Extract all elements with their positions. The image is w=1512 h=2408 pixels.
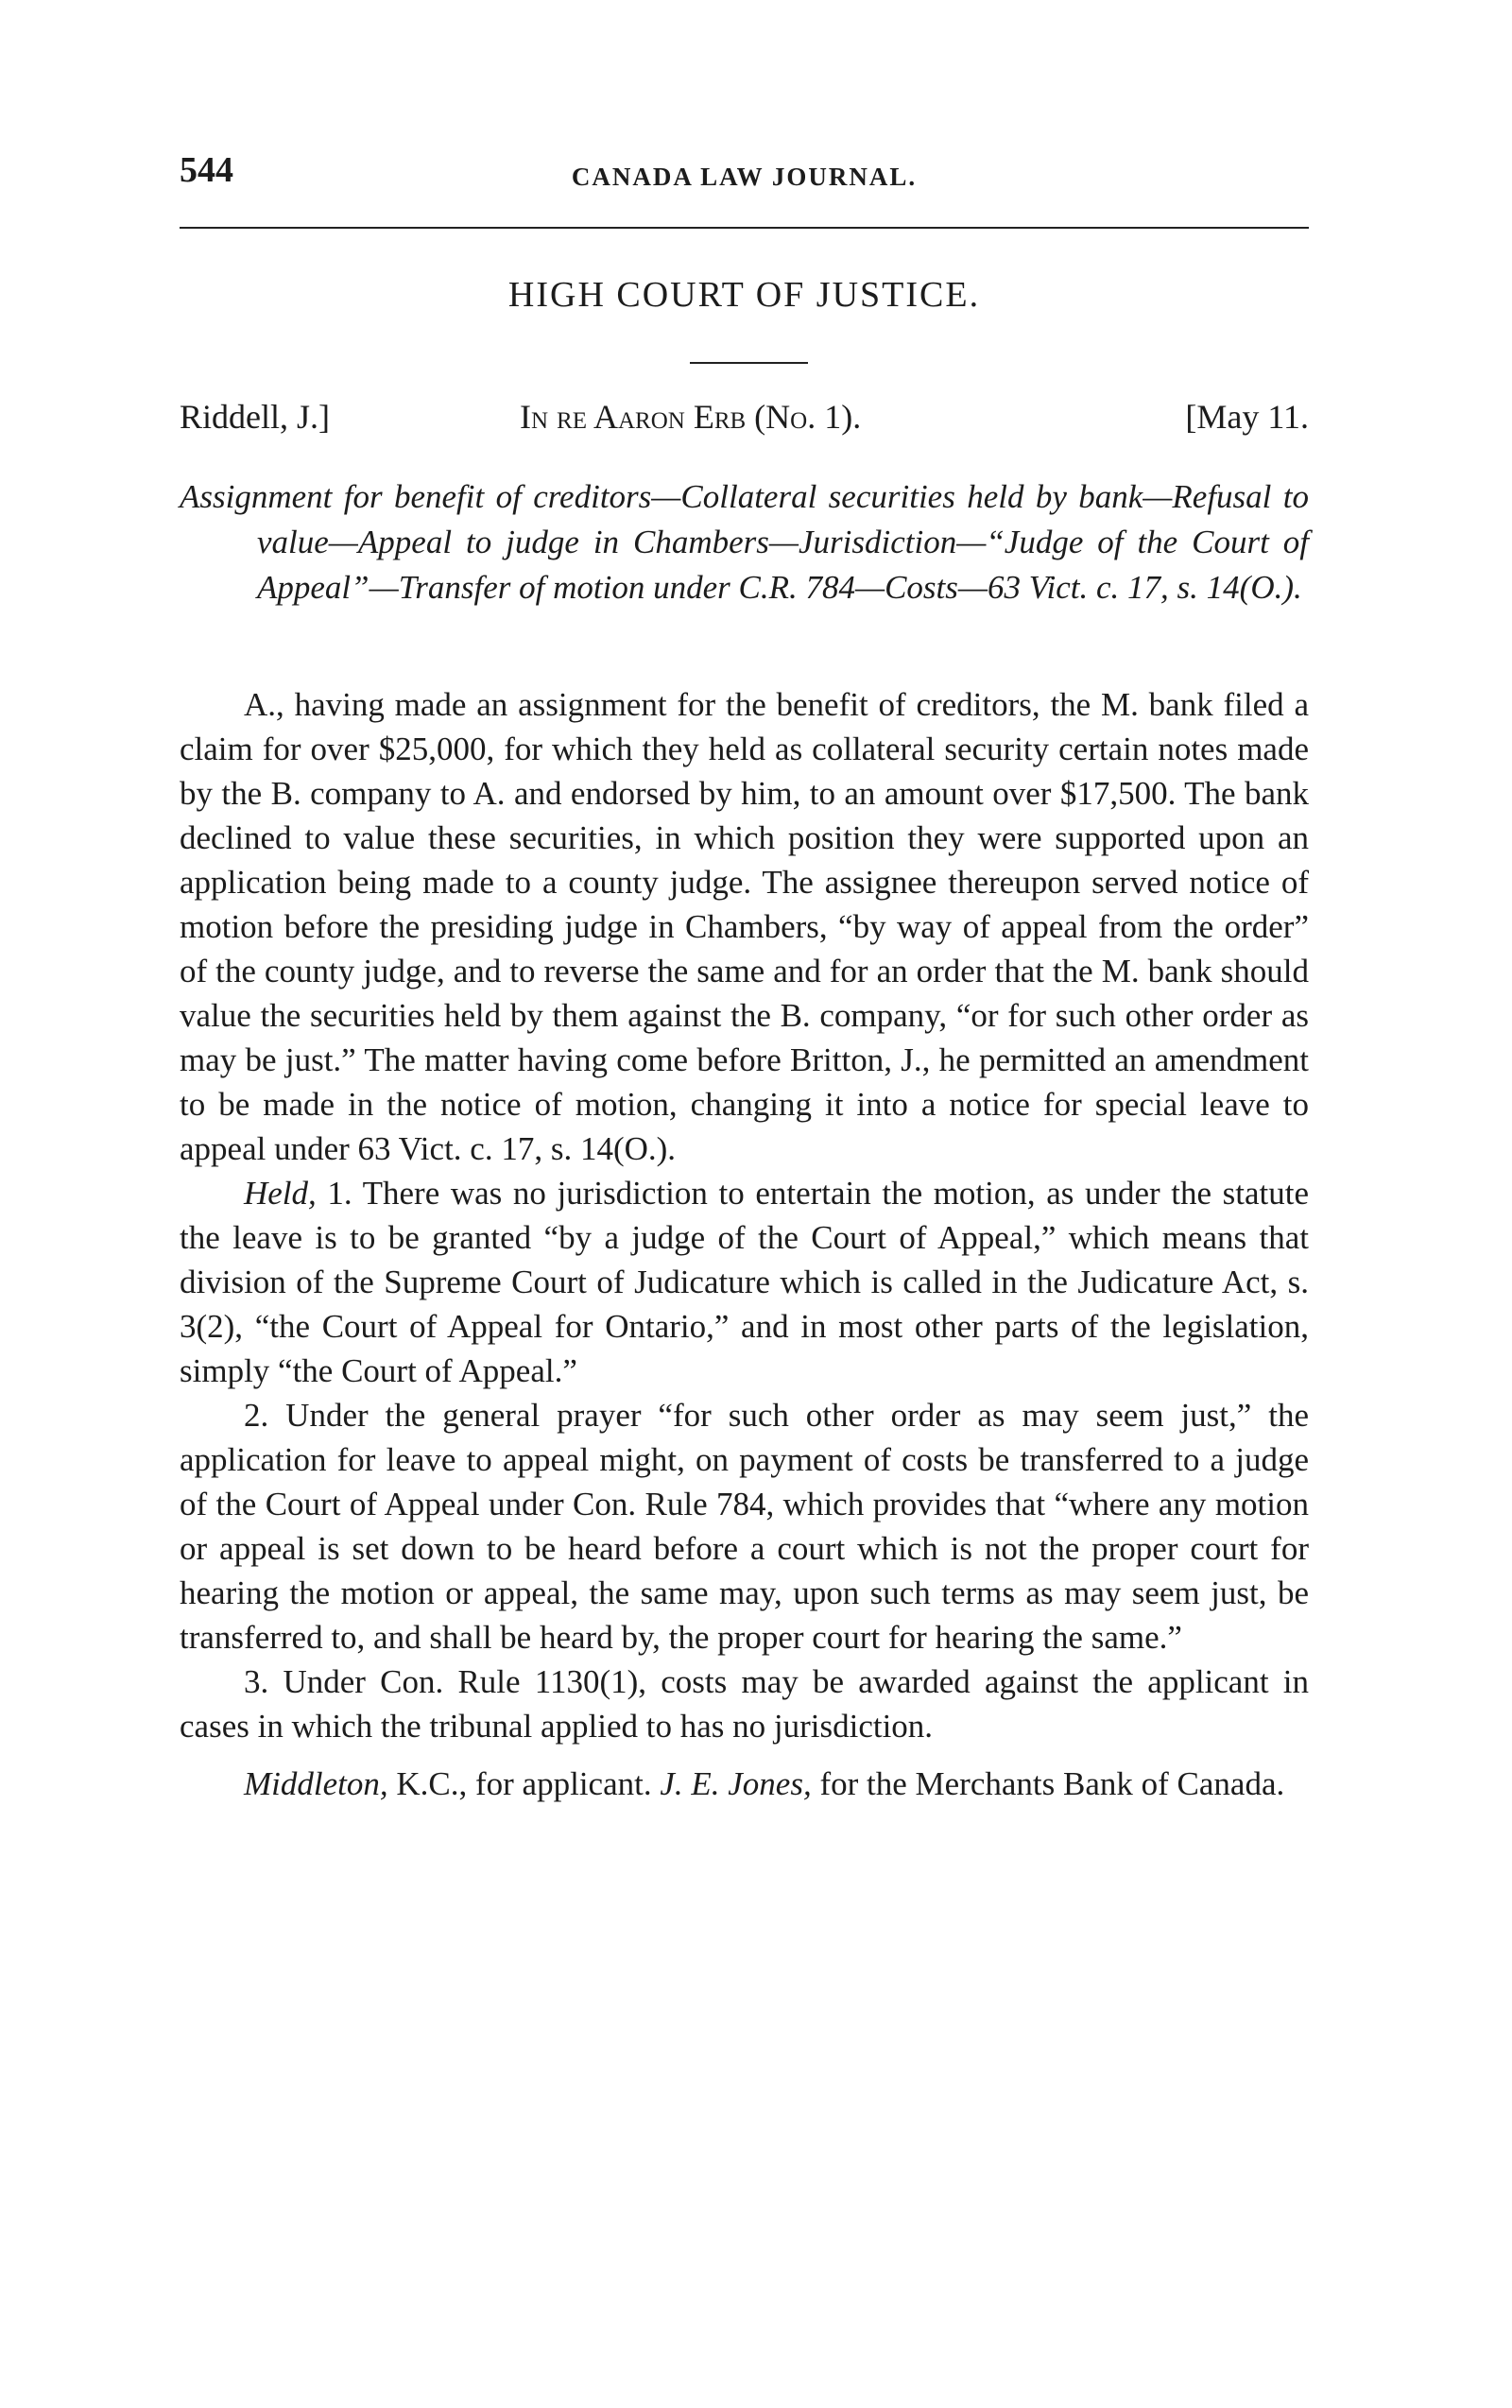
applicant-counsel-role: K.C., for applicant.	[396, 1765, 652, 1802]
held-1-text: 1. There was no jurisdiction to entertain the motion, as under the statute the leave is to be granted “by a judge of the Court of Appeal,” which means that division of the Supreme Court of Judicature which is called in the Judicature Act, s. 3(2), “the Court of Appeal for Ontario,” and in most other parts of the legislation, simply “the Court of Appeal.”	[180, 1175, 1310, 1389]
facts-paragraph: A., having made an assignment for the benefit of creditors, the M. bank filed a claim for over $25,000, for which they held as collateral security certain notes made by the B. company to A. and endorsed by him, to an amount over $17,500. The bank declined to value these securities, in which position they were supported upon an application being made to a county judge. The assignee thereupon served notice of motion before the presiding judge in Chambers, “by way of appeal from the order” of the county judge, and to reverse the same and for an order that the M. bank should value the securities held by them against the B. company, “or for such other order as may be just.” The matter having come before Britton, J., he permitted an amendment to be made in the notice of motion, changing it into a notice for special leave to appeal under 63 Vict. c. 17, s. 14(O.).	[180, 686, 1309, 1167]
held-paragraph-3: 3. Under Con. Rule 1130(1), costs may be awarded against the applicant in cases in which the tribunal applied to has no jurisdiction.	[180, 1663, 1309, 1745]
court-heading: HIGH COURT OF JUSTICE.	[507, 275, 981, 315]
case-line	[180, 397, 1309, 444]
page-number: 544	[180, 150, 233, 190]
held-paragraph-1	[180, 1171, 1309, 1393]
header-rule	[180, 227, 1309, 229]
journal-title: CANADA LAW JOURNAL.	[571, 163, 918, 191]
held-label: Held,	[244, 1175, 317, 1212]
section-rule	[690, 362, 808, 364]
counsel-paragraph	[180, 1762, 1309, 1806]
body-text	[180, 682, 1309, 1806]
running-head	[180, 149, 1309, 197]
headnote: Assignment for benefit of creditors—Collateral securities held by bank—Refusal to value—Appeal to judge in Chambers—Jurisdiction—“Judge of the Court of Appeal”—Transfer of motion under C.R. 784—Costs—63 Vict. c. 17, s. 14(O.).	[180, 478, 1309, 606]
judge-name: Riddell, J.]	[180, 398, 330, 436]
held-paragraph-2: 2. Under the general prayer “for such other order as may seem just,” the application for leave to appeal might, on payment of costs be transferred to a judge of the Court of Appeal under Con. Rule 784, which provides that “where any motion or appeal is set down to be heard before a court which is not the proper court for hearing the motion or appeal, the same may, upon such terms as may seem just, be transferred to, and shall be heard by, the proper court for hearing the same.”	[180, 1397, 1309, 1656]
respondent-counsel-role: for the Merchants Bank of Canada.	[819, 1765, 1285, 1802]
respondent-counsel-name: J. E. Jones,	[660, 1765, 812, 1802]
case-date: [May 11.	[1185, 398, 1309, 436]
applicant-counsel-name: Middleton,	[244, 1765, 388, 1802]
case-name: In re Aaron Erb (No. 1).	[520, 398, 862, 436]
